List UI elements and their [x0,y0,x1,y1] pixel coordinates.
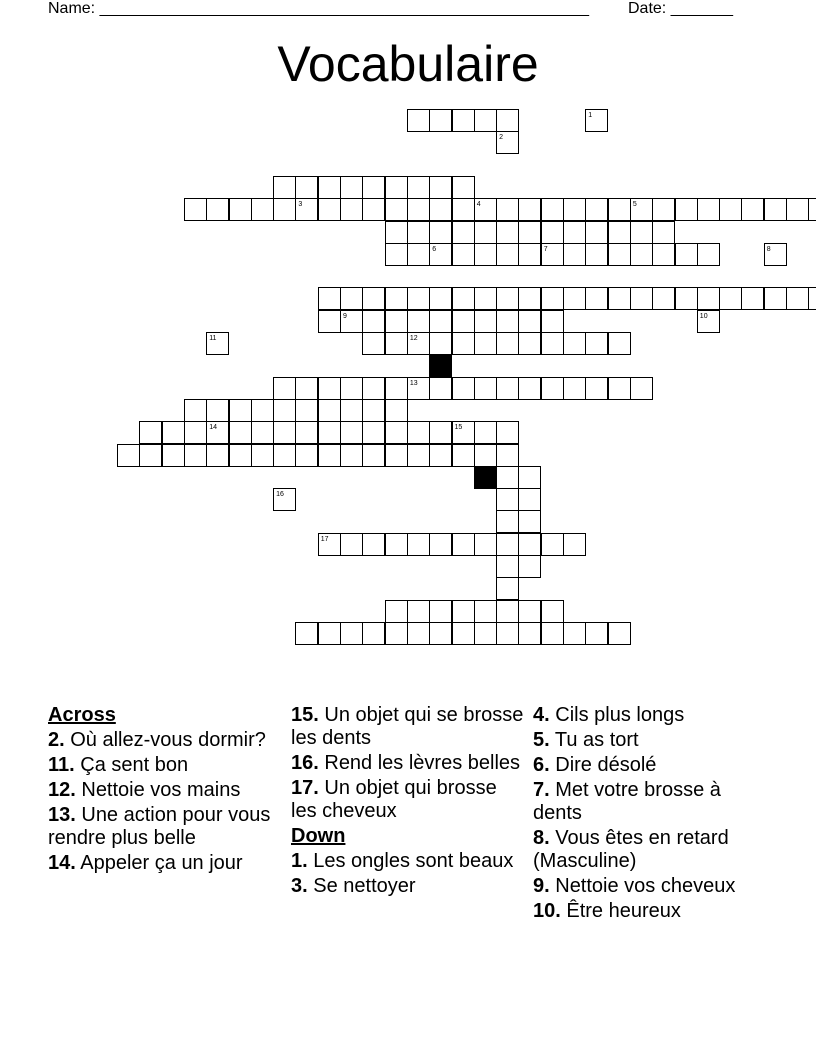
grid-cell[interactable] [697,243,720,266]
grid-cell[interactable] [318,444,341,467]
grid-cell[interactable] [407,377,430,400]
grid-cell[interactable] [496,377,519,400]
grid-cell[interactable] [518,221,541,244]
grid-cell[interactable] [474,243,497,266]
grid-cell[interactable] [273,399,296,422]
clue-number: 5 [632,201,637,209]
grid-cell[interactable] [407,310,430,333]
grid-cell[interactable] [496,109,519,132]
clue-across-12: 12. Nettoie vos mains [48,779,241,801]
grid-cell[interactable] [273,421,296,444]
grid-cell[interactable] [675,243,698,266]
grid-cell[interactable] [474,332,497,355]
clue-number: 6 [432,245,437,253]
grid-cell[interactable] [318,399,341,422]
grid-cell[interactable] [697,198,720,221]
grid-cell[interactable] [318,377,341,400]
grid-cell[interactable] [518,533,541,556]
grid-cell[interactable] [518,600,541,623]
grid-cell[interactable] [474,421,497,444]
grid-cell[interactable] [429,109,452,132]
clue-down-4: 4. Cils plus longs [533,704,685,726]
grid-cell[interactable] [385,310,408,333]
grid-cell[interactable] [496,198,519,221]
grid-cell[interactable] [273,377,296,400]
grid-cell[interactable] [608,198,631,221]
clue-number: 2 [499,134,503,142]
grid-cell[interactable] [675,287,698,310]
grid-cell[interactable] [741,198,764,221]
grid-cell[interactable] [206,399,229,422]
grid-cell[interactable] [518,332,541,355]
grid-cell[interactable] [608,287,631,310]
grid-cell[interactable] [474,533,497,556]
grid-cell[interactable] [295,421,318,444]
grid-cell[interactable] [184,444,207,467]
grid-cell[interactable] [585,109,608,132]
grid-cell[interactable] [407,198,430,221]
grid-cell[interactable] [541,198,564,221]
grid-cell[interactable] [808,287,816,310]
clues-column-1 [48,704,284,877]
clue-down-3: 3. Se nettoyer [291,875,416,897]
clue-number: 13 [409,379,418,387]
grid-cell[interactable] [139,444,162,467]
grid-cell[interactable] [452,109,475,132]
grid-cell[interactable] [541,221,564,244]
grid-cell[interactable] [407,287,430,310]
grid-cell[interactable] [452,176,475,199]
grid-cell[interactable] [764,287,787,310]
grid-cell[interactable] [541,600,564,623]
clue-number: 1 [588,112,593,119]
grid-cell[interactable] [452,622,475,645]
grid-cell[interactable] [407,533,430,556]
grid-cell[interactable] [318,198,341,221]
grid-cell[interactable] [563,533,586,556]
grid-cell[interactable] [362,421,385,444]
grid-cell[interactable] [474,444,497,467]
clue-across-11: 11. Ça sent bon [48,754,189,776]
grid-cell[interactable] [407,444,430,467]
grid-cell[interactable] [184,399,207,422]
grid-cell[interactable] [407,332,430,355]
grid-cell[interactable] [273,198,296,221]
grid-cell[interactable] [429,377,452,400]
grid-cell[interactable] [496,332,519,355]
clue-down-9: 9. Nettoie vos cheveux [533,875,736,897]
grid-cell[interactable] [385,622,408,645]
grid-cell[interactable] [362,533,385,556]
grid-cell[interactable] [362,399,385,422]
grid-cell[interactable] [452,287,475,310]
grid-cell[interactable] [273,444,296,467]
grid-cell[interactable] [764,243,787,266]
clue-down-6: 6. Dire désolé [533,754,657,776]
grid-cell[interactable] [429,243,452,266]
grid-cell[interactable] [496,444,519,467]
grid-cell[interactable] [496,131,519,154]
grid-cell[interactable] [563,243,586,266]
grid-cell[interactable] [719,198,742,221]
grid-cell[interactable] [474,221,497,244]
grid-cell[interactable] [407,221,430,244]
down-heading: Down [291,825,346,847]
grid-cell[interactable] [518,287,541,310]
grid-cell[interactable] [452,243,475,266]
name-field[interactable]: Name: _______________________________________________________ [48,0,589,17]
grid-cell[interactable] [162,421,185,444]
grid-cell[interactable] [518,310,541,333]
grid-cell[interactable] [541,243,564,266]
grid-cell[interactable] [474,622,497,645]
clue-across-15: 15. Un objet qui se brosse les dents [291,704,524,749]
grid-cell[interactable] [452,533,475,556]
grid-cell[interactable] [407,243,430,266]
grid-cell[interactable] [786,198,809,221]
grid-cell[interactable] [340,287,363,310]
grid-cell[interactable] [608,221,631,244]
clue-number: 8 [766,245,771,253]
grid-cell[interactable] [429,310,452,333]
grid-cell[interactable] [340,310,363,333]
grid-cell[interactable] [273,176,296,199]
grid-cell[interactable] [295,176,318,199]
grid-block [429,354,452,377]
grid-cell[interactable] [585,622,608,645]
grid-cell[interactable] [630,198,653,221]
clue-number: 9 [343,312,347,320]
grid-cell[interactable] [340,444,363,467]
grid-cell[interactable] [407,109,430,132]
grid-cell[interactable] [608,622,631,645]
grid-cell[interactable] [385,287,408,310]
grid-cell[interactable] [385,421,408,444]
grid-cell[interactable] [318,622,341,645]
grid-cell[interactable] [585,198,608,221]
grid-cell[interactable] [697,287,720,310]
grid-cell[interactable] [273,488,296,511]
grid-cell[interactable] [362,332,385,355]
clue-number: 16 [276,491,284,499]
grid-cell[interactable] [385,600,408,623]
grid-cell[interactable] [340,176,363,199]
grid-cell[interactable] [652,243,675,266]
grid-cell[interactable] [429,600,452,623]
clue-across-16: 16. Rend les lèvres belles [291,752,521,774]
grid-cell[interactable] [608,332,631,355]
grid-cell[interactable] [518,488,541,511]
grid-cell[interactable] [340,622,363,645]
date-field[interactable]: Date: _______ [628,0,733,17]
grid-cell[interactable] [474,198,497,221]
grid-cell[interactable] [429,444,452,467]
grid-cell[interactable] [719,287,742,310]
grid-cell[interactable] [786,287,809,310]
grid-cell[interactable] [608,243,631,266]
grid-cell[interactable] [452,444,475,467]
clue-number: 12 [409,335,418,342]
clue-number: 11 [209,335,217,342]
grid-cell[interactable] [764,198,787,221]
grid-cell[interactable] [496,287,519,310]
grid-cell[interactable] [452,600,475,623]
grid-cell[interactable] [541,287,564,310]
grid-cell[interactable] [496,577,519,600]
clue-across-2: 2. Où allez-vous dormir? [48,729,266,751]
grid-cell[interactable] [518,377,541,400]
grid-cell[interactable] [318,421,341,444]
grid-cell[interactable] [229,399,252,422]
grid-cell[interactable] [675,198,698,221]
grid-cell[interactable] [251,421,274,444]
grid-cell[interactable] [474,600,497,623]
grid-cell[interactable] [585,243,608,266]
grid-cell[interactable] [585,221,608,244]
grid-cell[interactable] [496,510,519,533]
grid-cell[interactable] [496,555,519,578]
clue-down-5: 5. Tu as tort [533,729,639,751]
grid-cell[interactable] [452,377,475,400]
grid-cell[interactable] [295,444,318,467]
grid-cell[interactable] [362,377,385,400]
grid-cell[interactable] [206,421,229,444]
clue-down-10: 10. Être heureux [533,900,681,922]
grid-cell[interactable] [295,198,318,221]
clue-down-7: 7. Met votre brosse à dents [533,779,721,824]
grid-cell[interactable] [206,198,229,221]
grid-cell[interactable] [407,600,430,623]
grid-cell[interactable] [206,444,229,467]
grid-cell[interactable] [563,377,586,400]
grid-cell[interactable] [385,198,408,221]
grid-cell[interactable] [362,287,385,310]
grid-cell[interactable] [474,377,497,400]
grid-cell[interactable] [295,399,318,422]
grid-cell[interactable] [541,332,564,355]
grid-cell[interactable] [229,444,252,467]
grid-cell[interactable] [496,488,519,511]
grid-cell[interactable] [229,421,252,444]
grid-cell[interactable] [184,421,207,444]
grid-cell[interactable] [452,221,475,244]
grid-cell[interactable] [340,533,363,556]
grid-cell[interactable] [518,622,541,645]
grid-cell[interactable] [474,109,497,132]
grid-cell[interactable] [496,310,519,333]
grid-cell[interactable] [385,377,408,400]
grid-cell[interactable] [385,243,408,266]
grid-cell[interactable] [407,176,430,199]
grid-cell[interactable] [652,287,675,310]
clue-across-13: 13. Une action pour vous rendre plus belle [48,804,271,849]
grid-cell[interactable] [295,622,318,645]
grid-cell[interactable] [429,622,452,645]
clue-down-1: 1. Les ongles sont beaux [291,850,514,872]
grid-cell[interactable] [229,198,252,221]
clues-column-3 [533,704,769,925]
grid-cell[interactable] [340,377,363,400]
grid-cell[interactable] [340,399,363,422]
page-title: Vocabulaire [277,36,539,92]
grid-cell[interactable] [496,622,519,645]
clue-number: 3 [298,201,303,209]
grid-cell[interactable] [541,310,564,333]
grid-cell[interactable] [630,221,653,244]
grid-cell[interactable] [496,243,519,266]
grid-cell[interactable] [318,533,341,556]
grid-block [474,466,497,489]
grid-cell[interactable] [541,622,564,645]
grid-cell[interactable] [608,377,631,400]
grid-cell[interactable] [362,310,385,333]
grid-cell[interactable] [385,533,408,556]
grid-cell[interactable] [407,622,430,645]
clue-down-8: 8. Vous êtes en retard (Masculine) [533,827,729,872]
grid-cell[interactable] [652,221,675,244]
across-heading: Across [48,704,116,726]
grid-cell[interactable] [318,310,341,333]
grid-cell[interactable] [496,466,519,489]
grid-cell[interactable] [630,377,653,400]
grid-cell[interactable] [362,198,385,221]
grid-cell[interactable] [518,466,541,489]
grid-cell[interactable] [184,198,207,221]
grid-cell[interactable] [452,310,475,333]
grid-cell[interactable] [385,332,408,355]
grid-cell[interactable] [541,377,564,400]
grid-cell[interactable] [585,377,608,400]
grid-cell[interactable] [697,310,720,333]
grid-cell[interactable] [518,555,541,578]
grid-cell[interactable] [429,332,452,355]
grid-cell[interactable] [251,198,274,221]
grid-cell[interactable] [407,421,430,444]
grid-cell[interactable] [362,176,385,199]
grid-cell[interactable] [474,287,497,310]
grid-cell[interactable] [318,176,341,199]
grid-cell[interactable] [563,332,586,355]
grid-cell[interactable] [385,176,408,199]
grid-cell[interactable] [518,510,541,533]
grid-cell[interactable] [808,198,816,221]
grid-cell[interactable] [385,221,408,244]
grid-cell[interactable] [340,198,363,221]
grid-cell[interactable] [429,198,452,221]
grid-cell[interactable] [429,221,452,244]
clue-number: 7 [543,245,548,253]
clue-across-17: 17. Un objet qui brosse les cheveux [291,777,497,822]
grid-cell[interactable] [362,444,385,467]
grid-cell[interactable] [563,221,586,244]
grid-cell[interactable] [139,421,162,444]
grid-cell[interactable] [518,198,541,221]
clue-number: 4 [476,201,481,209]
grid-cell[interactable] [474,310,497,333]
grid-cell[interactable] [563,287,586,310]
grid-cell[interactable] [496,221,519,244]
grid-cell[interactable] [429,533,452,556]
grid-cell[interactable] [741,287,764,310]
grid-cell[interactable] [496,533,519,556]
grid-cell[interactable] [429,421,452,444]
grid-cell[interactable] [429,176,452,199]
grid-cell[interactable] [518,243,541,266]
grid-cell[interactable] [251,444,274,467]
grid-cell[interactable] [318,287,341,310]
grid-cell[interactable] [362,622,385,645]
grid-cell[interactable] [251,399,274,422]
clue-number: 15 [454,424,463,432]
grid-cell[interactable] [541,533,564,556]
grid-cell[interactable] [452,332,475,355]
grid-cell[interactable] [385,444,408,467]
grid-cell[interactable] [385,399,408,422]
grid-cell[interactable] [585,287,608,310]
clues-column-2 [291,704,527,900]
grid-cell[interactable] [295,377,318,400]
grid-cell[interactable] [452,198,475,221]
grid-cell[interactable] [496,600,519,623]
grid-cell[interactable] [563,198,586,221]
grid-cell[interactable] [452,421,475,444]
clue-across-14: 14. Appeler ça un jour [48,852,243,874]
grid-cell[interactable] [340,421,363,444]
grid-cell[interactable] [496,421,519,444]
grid-cell[interactable] [630,287,653,310]
clue-number: 14 [209,424,217,432]
grid-cell[interactable] [162,444,185,467]
grid-cell[interactable] [117,444,140,467]
grid-cell[interactable] [429,287,452,310]
grid-cell[interactable] [630,243,653,266]
grid-cell[interactable] [652,198,675,221]
clue-number: 17 [320,535,329,543]
grid-cell[interactable] [206,332,229,355]
grid-cell[interactable] [585,332,608,355]
grid-cell[interactable] [563,622,586,645]
clue-number: 10 [699,312,708,320]
